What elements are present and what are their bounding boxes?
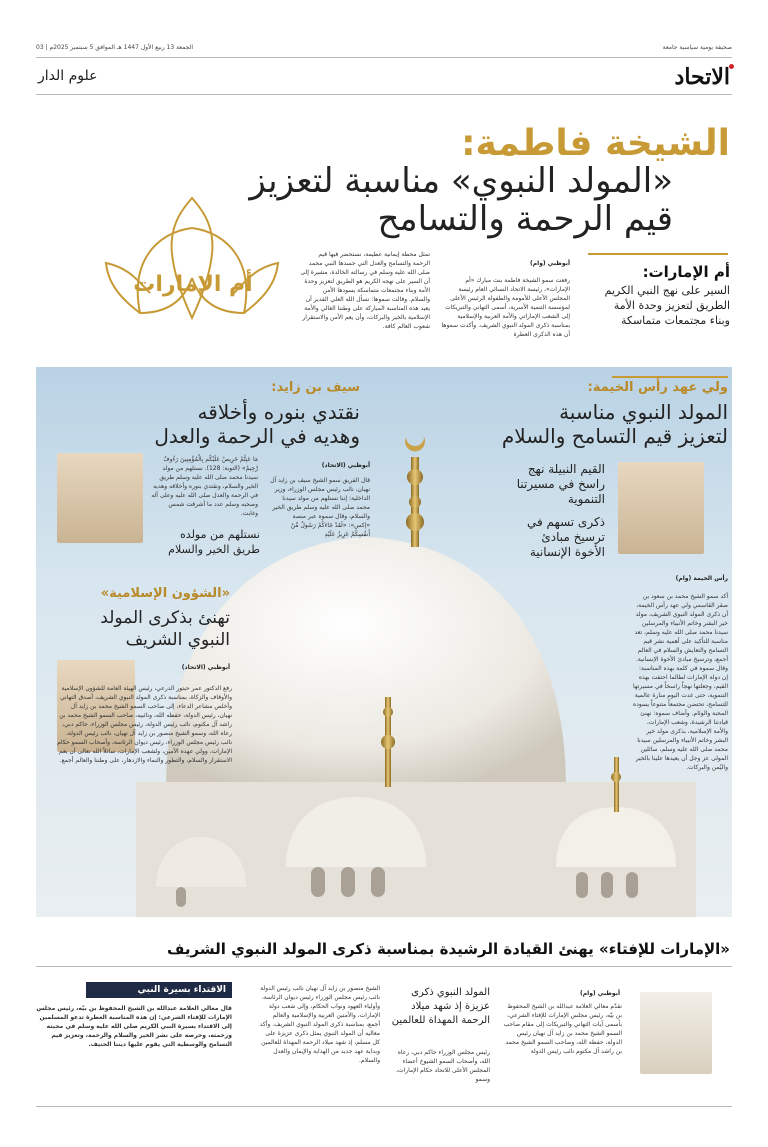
sidebar-box: [36, 982, 232, 1082]
saif-title: سيف بن زايد:: [271, 380, 360, 395]
article-byline: أبوظبي (وام): [530, 260, 570, 267]
ras-portrait-photo: [618, 462, 704, 554]
saif-headline-1: نقتدي بنوره وأخلاقه: [197, 400, 360, 424]
article-col-1: رفعت سمو الشيخة فاطمة بنت مبارك «أم الإمارات»، رئيسة الاتحاد النسائي العام رئيسة المجلس الأعلى للأمومة والطفولة الرئيس الأعلى لمؤسسة التنمية الأسرية، أسمى التهاني والتبريكات إلى الشعب الإماراتي والأمة العربية والإسلامية بمناسبة ذكرى المولد النبوي الشريف. وأكدت سموها أن هذه الذكرى العطرة: [441, 277, 570, 338]
awqaf-headline-1: تهنئ بذكرى المولد: [100, 608, 230, 628]
ras-body: أكد سمو الشيخ محمد بن سعود بن صقر القاسمي ولي عهد رأس الخيمة، أن ذكرى المولد النبوي الشريف، مولد خير البشر وخاتم الأنبياء والمرسلين سيدنا محمد صلى الله عليه وسلم، تعد مناسبة للتأكيد على أهمية نشر قيم التسامح والتعايش والسلام في العالم أجمع، وترسيخ مبادئ الأخوة الإنسانية. وقال سموه في كلمة بهذه المناسبة: إن دولة الإمارات لطالما احتفت بهذه القيم، وجعلتها نهجاً راسخاً في مسيرتها التنموية، حتى غدت اليوم منارة عالمية للتسامح، تحتضن مجتمعاً متنوعاً يسوده المحبة والوئام. وأضاف سموه: نهنئ قيادتنا الرشيدة، وشعب الإمارات، والأمة الإسلامية، بذكرى مولد خير البشر وخاتم الأنبياء والمرسلين سيدنا محمد صلى الله عليه وسلم، سائلين المولى عز وجل أن يعيدها علينا بالخير واليُمن والبركات.: [633, 593, 728, 771]
sidebar-box-title: الاقتداء بسيرة النبي: [86, 982, 232, 998]
bottom-col-2: رئيس مجلس الوزراء حاكم دبي، رعاه الله، وأصحاب السمو الشيوخ أعضاء المجلس الأعلى للاتحاد حكام الإمارات، وسمو: [395, 1049, 490, 1083]
section-name[interactable]: علوم الدار: [38, 68, 98, 84]
saif-portrait-photo: [57, 453, 143, 543]
headline-line-2: قيم الرحمة والتسامح: [377, 199, 673, 239]
article-kicker: الشيخة فاطمة:: [461, 123, 730, 164]
bottom-headline: «الإمارات للإفتاء» يهنئ القيادة الرشيدة بمناسبة ذكرى المولد النبوي الشريف: [167, 940, 730, 958]
mufti-portrait-photo: [640, 992, 712, 1074]
footer-rule: [36, 1106, 732, 1107]
bottom-rule: [36, 966, 732, 967]
bottom-byline: أبوظبي (وام): [580, 990, 620, 997]
top-bar: [36, 44, 732, 56]
awqaf-headline-2: النبوي الشريف: [125, 630, 230, 650]
article-col-2: تمثل محطة إيمانية عظيمة، نستحضر فيها قيم الرحمة والتسامح والعدل التي جسدها النبي محمد صلى الله عليه وسلم في رسالته الخالدة، مشيرة إلى أن السير على نهجه الكريم هو الطريق لتعزيز وحدة الأمة وبناء مجتمعات متماسكة يسودها الأمن والسلام. وقالت سموها: نسأل الله العلي القدير أن يعيد هذه المناسبة المباركة على وطننا الغالي والأمة الإسلامية بالخير والبركات، وأن يعم الأمن والاستقرار شعوب العالم كافة.: [300, 251, 430, 330]
newspaper-logo[interactable]: الاتحاد: [674, 64, 730, 90]
ras-title: ولي عهد رأس الخيمة:: [587, 380, 728, 395]
ras-headline-2: لتعزيز قيم التسامح والسلام: [501, 424, 728, 448]
saif-quote: نستلهم من مولده طريق الخير والسلام: [168, 528, 260, 556]
bottom-col-3: الشيخ منصور بن زايد آل نهيان نائب رئيس الدولة نائب رئيس مجلس الوزراء رئيس ديوان الرئاسة، وأولياء العهود ونواب الحكام، وإلى شعب دولة الإمارات، والأمتين العربية والإسلامية والعالم أجمع، بمناسبة ذكرى المولد النبوي الشريف. وأكد معاليه أن المولد النبوي يمثل ذكرى عزيزة على كل مسلم، إذ شهد ميلاد الرحمة المهداة للعالمين وبداية عهد جديد من الهداية والإيمان والعدل والسلام.: [259, 985, 380, 1064]
headline-line-1: «المولد النبوي» مناسبة لتعزيز: [249, 161, 673, 201]
ornament-text: أم الإمارات: [133, 272, 253, 297]
ras-caption: رأس الخيمة (وام): [675, 575, 728, 582]
bottom-col-1: تقدّم معالي العلامة عبدالله بن الشيخ المحفوظ بن بيّه، رئيس مجلس الإمارات للإفتاء الشرعي، بأسمى آيات التهاني والتبريكات إلى مقام صاحب السمو الشيخ محمد بن زايد آل نهيان رئيس الدولة، حفظه الله، وصاحب السمو الشيخ محمد بن راشد آل مكتوم نائب رئيس الدولة: [503, 1003, 622, 1055]
saif-headline-2: وهديه في الرحمة والعدل: [154, 424, 360, 448]
ras-gold-bar: [612, 376, 728, 378]
awqaf-caption: أبوظبي (الاتحاد): [181, 664, 230, 671]
ras-headline-1: المولد النبوي مناسبة: [559, 400, 728, 424]
side-subtitle: السير على نهج النبي الكريم الطريق لتعزيز وحدة الأمة وبناء مجتمعات متماسكة: [604, 284, 730, 327]
awqaf-title: «الشؤون الإسلامية»: [100, 586, 230, 601]
bottom-quote: المولد النبوي ذكرى عزيزة إذ شهد ميلاد الرحمة المهداة للعالمين: [391, 987, 490, 1026]
ras-quote-2: ذكرى تسهم في ترسيخ مبادئ الأخوة الإنسانية: [527, 515, 605, 559]
side-title: أم الإمارات:: [642, 263, 730, 281]
top-rule: [36, 57, 732, 58]
saif-body-2: مَا عَنِتُّمْ حَرِيصٌ عَلَيْكُم بِالْمُؤْمِنِينَ رَءُوفٌ رَّحِيمٌ» (التوبة: 128). نستلهم من مولد سيدنا محمد صلى الله عليه وسلم طريق الخير والسلام، ونقتدي بنوره وأخلاقه وهديه في الرحمة والعدل صلى الله عليه وعلى آله وصحبه وسلم عدد ما أشرقت شمس وغابت.: [151, 456, 258, 517]
newspaper-tagline: صحيفة يومية سياسية جامعة: [662, 44, 732, 51]
awqaf-body: رفع الدكتور عمر حبتور الدرعي، رئيس الهيئة العامة للشؤون الإسلامية والأوقاف والزكاة، بمناسبة ذكرى المولد النبوي الشريف، أصدق التهاني وأخلص مشاعر الدعاء، إلى صاحب السمو الشيخ محمد بن زايد آل نهيان، رئيس الدولة، حفظه الله، ونائبيه، صاحب السمو الشيخ محمد بن راشد آل مكتوم، نائب رئيس الدولة، رئيس مجلس الوزراء، حاكم دبي، رعاه الله، وسمو الشيخ منصور بن زايد آل نهيان، نائب رئيس الدولة، نائب رئيس مجلس الوزراء، رئيس ديوان الرئاسة، وأصحاب السمو حكام الإمارات، وولي عهده الأمين، ولشعب الإمارات، سائلاً الله تعالى أن يعم الاستقرار والسلام، والتطور والنماء والازدهار، على وطننا والعالم أجمع.: [57, 685, 232, 764]
side-gold-bar: [588, 253, 728, 255]
saif-byline: أبوظبي (الاتحاد): [321, 462, 370, 469]
saif-body-1: قال الفريق سمو الشيخ سيف بن زايد آل نهيان، نائب رئيس مجلس الوزراء، وزير الداخلية: إننا نستلهم من مولد سيدنا محمد صلى الله عليه وسلم طريق الخير والسلام، وقال سموه عبر منصة «إكس»: «لَقَدْ جَاءَكُمْ رَسُولٌ مِّنْ أَنفُسِكُمْ عَزِيزٌ عَلَيْهِ: [270, 477, 370, 538]
issue-date: الجمعة 13 ربيع الأول 1447 هـ الموافق 5 سبتمبر 2025م | 03: [36, 44, 194, 51]
ornament-icon: [100, 188, 285, 328]
header-rule: [36, 94, 732, 95]
ras-quote-1: القيم النبيلة نهج راسخ في مسيرتنا التنموية: [516, 462, 605, 506]
sidebar-box-text: قال معالي العلامة عبدالله بن الشيخ المحفوظ بن بيّه، رئيس مجلس الإمارات للإفتاء الشرعي: إن هذه المناسبة العطرة تدعو المسلمين إلى الاقتداء بسيرة النبي الكريم صلى الله عليه وسلم في محبته ورحمته، وحرصه على نشر الخير والسلام والرحمة، وتعزيز قيم التسامح والوسطية التي يقوم عليها ديننا الحنيف.: [36, 1005, 232, 1048]
